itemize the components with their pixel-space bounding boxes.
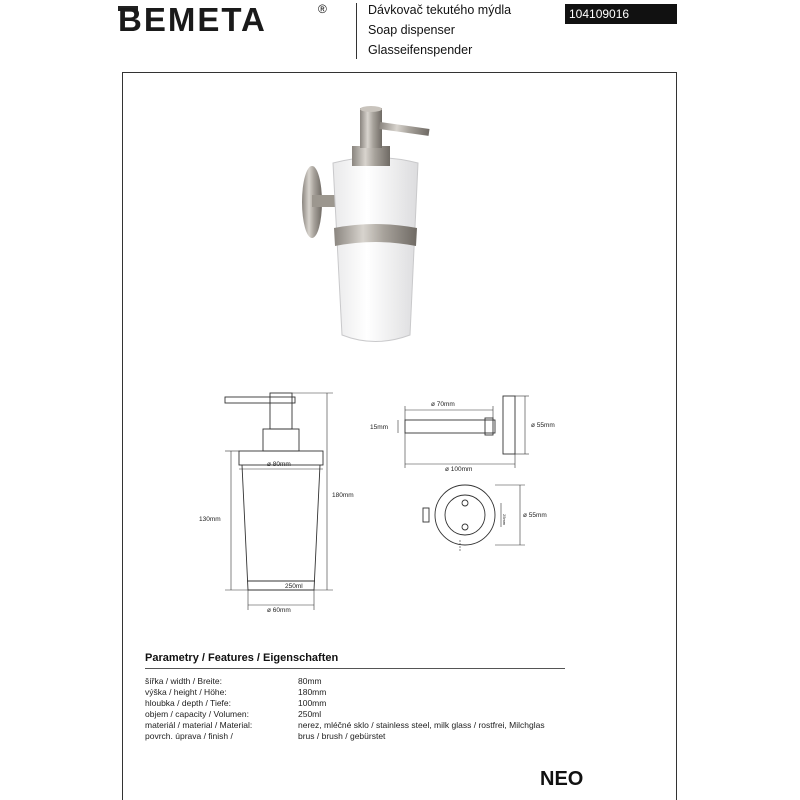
dim-back-rosette: ø 55mm — [523, 512, 547, 519]
dim-depth: ø 100mm — [445, 466, 473, 473]
title-german: Glasseifenspender — [368, 43, 473, 57]
dim-rosette-diameter: ø 55mm — [531, 422, 555, 429]
dim-bracket-thickness: 15mm — [370, 424, 389, 431]
title-czech: Dávkovač tekutého mýdla — [368, 3, 512, 17]
brand-logo: BEMETA — [118, 1, 267, 38]
product-photo — [290, 100, 440, 355]
title-english: Soap dispenser — [368, 23, 455, 37]
feature-value: nerez, mléčné sklo / stainless steel, milk glass / rostfrei, Milchglas — [298, 720, 545, 730]
features-title: Parametry / Features / Eigenschaften — [145, 652, 339, 664]
features-divider — [145, 668, 565, 669]
pump-collar — [352, 146, 390, 166]
dim-hole-spacing: 25mm — [502, 514, 507, 526]
glass-capacity-mark: 250ml — [285, 583, 303, 590]
side-view-drawing — [365, 390, 565, 475]
feature-label: hloubka / depth / Tiefe: — [145, 698, 232, 708]
feature-label: objem / capacity / Volumen: — [145, 709, 249, 719]
feature-label: povrch. úprava / finish / — [145, 731, 233, 741]
feature-value: 250ml — [298, 709, 322, 719]
feature-label: materiál / material / Material: — [145, 720, 253, 730]
feature-value: 180mm — [298, 687, 327, 697]
feature-label: šířka / width / Breite: — [145, 676, 222, 686]
back-view-drawing — [415, 480, 575, 555]
feature-value: 100mm — [298, 698, 327, 708]
feature-value: brus / brush / gebürstet — [298, 731, 386, 741]
dim-bracket-diameter: ø 70mm — [431, 401, 455, 408]
header-divider — [356, 3, 357, 59]
glass-container — [333, 158, 418, 342]
series-name: NEO — [540, 768, 584, 790]
dim-width-bottom: ø 60mm — [267, 607, 291, 614]
pump-nozzle — [379, 122, 429, 136]
dim-height-total: 180mm — [332, 492, 354, 499]
product-code-badge: 104109016 — [565, 4, 677, 24]
dim-height-glass: 130mm — [199, 516, 221, 523]
registered-mark: ® — [318, 2, 327, 16]
feature-value: 80mm — [298, 676, 322, 686]
pump-head — [360, 108, 382, 148]
feature-label: výška / height / Höhe: — [145, 687, 227, 697]
dim-width-top: ø 80mm — [267, 461, 291, 468]
front-view-drawing — [195, 385, 365, 620]
